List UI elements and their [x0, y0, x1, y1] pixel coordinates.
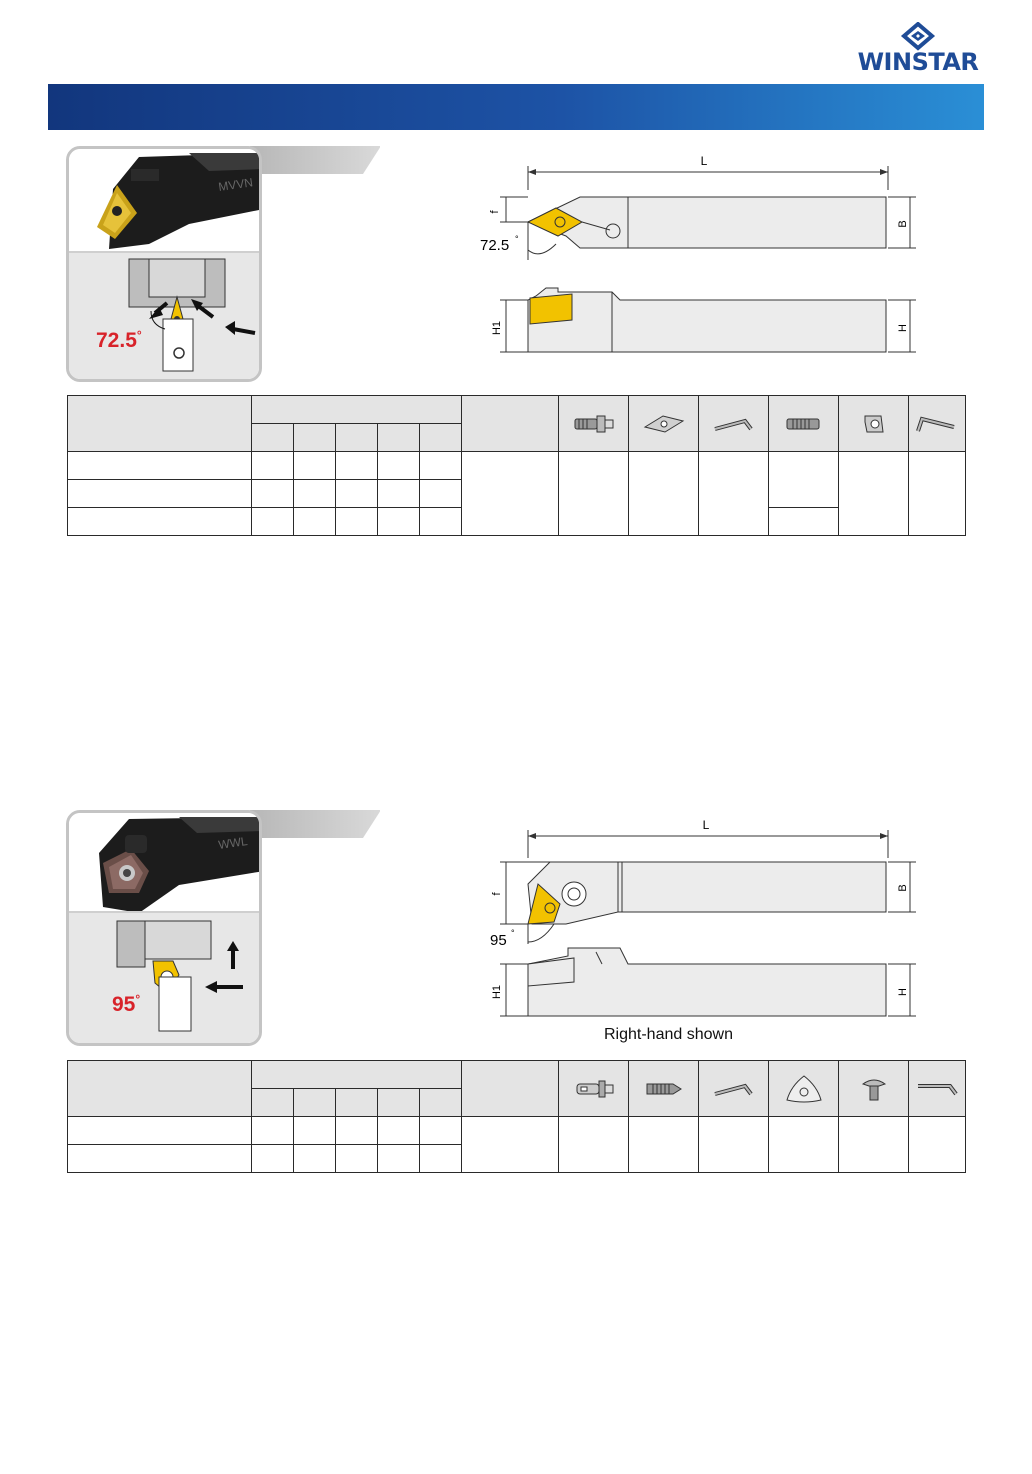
table-cell	[909, 1117, 966, 1173]
table-cell	[420, 508, 462, 536]
s1-tip-height-label: H1	[491, 320, 503, 336]
s1-offset-label: f	[489, 210, 501, 214]
s2-width-label: B	[897, 884, 909, 892]
brand-name: WINSTAR	[857, 48, 979, 76]
s1-header-insert	[462, 396, 559, 452]
s2-dim-col-4	[378, 1089, 420, 1117]
s2-header-insert	[462, 1061, 559, 1117]
table-cell	[420, 1145, 462, 1173]
clamp-icon	[839, 396, 909, 452]
table-cell	[294, 508, 336, 536]
section2-title-tab	[250, 810, 380, 838]
section2-engraving: WWL	[217, 834, 249, 852]
table-cell	[252, 508, 294, 536]
s2-angle-label: 95	[490, 932, 507, 949]
table-cell	[294, 480, 336, 508]
section2-photo-box	[66, 810, 262, 1046]
s2-dim-col-3	[336, 1089, 378, 1117]
table-cell	[68, 480, 252, 508]
s1-dim-col-5	[420, 424, 462, 452]
s2-dim-col-1	[252, 1089, 294, 1117]
table-cell	[336, 1145, 378, 1173]
table-cell	[909, 452, 966, 536]
table-cell	[378, 452, 420, 480]
table-cell	[378, 1145, 420, 1173]
svg-text:°: °	[515, 234, 519, 244]
screw-icon	[769, 396, 839, 452]
table-cell	[629, 452, 699, 536]
section1-tool-photo	[69, 149, 259, 257]
s2-header-dimensions	[252, 1061, 462, 1089]
s2-dim-col-5	[420, 1089, 462, 1117]
section1-title-tab	[250, 146, 380, 174]
section1-operation-diagram	[69, 251, 259, 379]
table-cell	[68, 1117, 252, 1145]
s1-angle-label: 72.5	[480, 237, 510, 254]
s1-height-label: H	[897, 324, 909, 332]
shim-pin-icon	[559, 396, 629, 452]
s1-header-designation	[68, 396, 252, 452]
section1-angle-label: 72.5°	[96, 328, 142, 352]
s2-dim-col-2	[294, 1089, 336, 1117]
table-cell	[769, 1117, 839, 1173]
lever-pin-icon	[559, 1061, 629, 1117]
hex-key-icon	[699, 1061, 769, 1117]
table-cell	[462, 1117, 559, 1173]
table-cell	[559, 452, 629, 536]
svg-text:°: °	[511, 928, 515, 938]
table-cell	[336, 1117, 378, 1145]
hex-key-icon	[699, 396, 769, 452]
table-cell	[378, 1117, 420, 1145]
table-cell	[252, 1117, 294, 1145]
table-cell	[336, 452, 378, 480]
table-cell	[294, 1145, 336, 1173]
s2-header-designation	[68, 1061, 252, 1117]
table-cell	[699, 1117, 769, 1173]
table-cell	[629, 1117, 699, 1173]
s1-dim-col-1	[252, 424, 294, 452]
section2-spec-table	[67, 1060, 966, 1173]
table-cell	[839, 1117, 909, 1173]
table-cell	[294, 452, 336, 480]
table-cell	[769, 508, 839, 536]
s1-dim-col-4	[378, 424, 420, 452]
section2-caption: Right-hand shown	[604, 1026, 733, 1043]
set-screw-icon	[629, 1061, 699, 1117]
s1-width-label: B	[897, 220, 909, 228]
section2-technical-drawing	[470, 814, 930, 1024]
table-cell	[68, 1145, 252, 1173]
table-cell	[699, 452, 769, 536]
s1-dim-col-3	[336, 424, 378, 452]
table-cell	[68, 508, 252, 536]
s2-length-label: L	[702, 818, 710, 832]
s1-length-label: L	[700, 154, 708, 168]
s2-height-label: H	[897, 988, 909, 996]
table-cell	[420, 452, 462, 480]
table-cell	[252, 452, 294, 480]
section2-tool-photo	[69, 813, 259, 917]
section1-technical-drawing	[470, 150, 930, 360]
table-cell	[252, 480, 294, 508]
s2-tip-height-label: H1	[491, 984, 503, 1000]
section1-engraving: MVVN	[217, 175, 254, 194]
s2-offset-label: f	[491, 892, 503, 896]
torx-key-icon	[909, 396, 966, 452]
table-cell	[462, 452, 559, 536]
section1-spec-table	[67, 395, 966, 536]
section2-angle-label: 95°	[112, 992, 141, 1016]
table-cell	[336, 508, 378, 536]
table-cell	[769, 452, 839, 508]
hex-key-icon	[909, 1061, 966, 1117]
table-cell	[68, 452, 252, 480]
table-cell	[252, 1145, 294, 1173]
table-cell	[378, 480, 420, 508]
section2-operation-diagram	[69, 911, 259, 1043]
table-cell	[420, 1117, 462, 1145]
s1-dim-col-2	[294, 424, 336, 452]
table-cell	[336, 480, 378, 508]
clamp-screw-icon	[839, 1061, 909, 1117]
trigon-shim-icon	[769, 1061, 839, 1117]
table-cell	[294, 1117, 336, 1145]
table-cell	[378, 508, 420, 536]
shim-icon	[629, 396, 699, 452]
brand-logo	[848, 22, 988, 74]
table-cell	[559, 1117, 629, 1173]
table-cell	[839, 452, 909, 536]
s1-header-dimensions	[252, 396, 462, 424]
section-banner	[48, 84, 984, 130]
table-cell	[420, 480, 462, 508]
